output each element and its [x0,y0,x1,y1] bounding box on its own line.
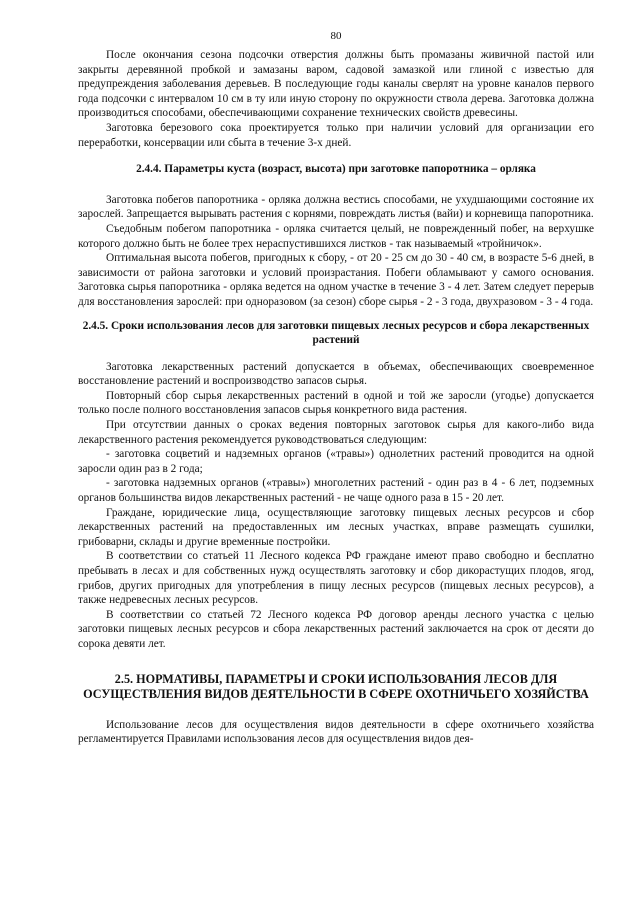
section-heading-2-4-5: 2.4.5. Сроки использования лесов для заготовки пищевых лесных ресурсов и сбора лекарственных растений [82,319,590,347]
paragraph: В соответствии со статьей 11 Лесного кодекса РФ граждане имеют право свободно и бесплатно пребывать в лесах и для собственных нужд осуществлять заготовку и сбор дикорастущих плодов, ягод, грибов, других пригодных для употребления в пищу лесных ресурсов (пищевых лесных ресурсов), а также недревесных лесных ресурсов. [78,550,594,607]
list-item: - заготовка соцветий и надземных органов («травы») однолетних растений проводится на одной заросли один раз в 2 года; [78,448,594,475]
paragraph: Заготовка березового сока проектируется только при наличии условий для организации его переработки, консервации или сбыта в течение 3-х дней. [78,121,594,149]
paragraph: После окончания сезона подсочки отверстия должны быть промазаны живичной пастой или закрыты деревянной пробкой и замазаны варом, садовой замазкой или глиной с известью для предупреждения заболевания деревьев. В последующие годы каналы сверлят на уровне каналов первого года подсочки с интервалом 10 см в ту или иную сторону по окружности ствола дерева. Заготовка должна производиться способами, обеспечивающими сохранение технических свойств древесины. [78,49,594,120]
document-page [78,30,594,747]
section-heading-2-5: 2.5. НОРМАТИВЫ, ПАРАМЕТРЫ И СРОКИ ИСПОЛЬЗОВАНИЯ ЛЕСОВ ДЛЯ ОСУЩЕСТВЛЕНИЯ ВИДОВ ДЕЯТЕЛЬНОСТИ В СФЕРЕ ОХОТНИЧЬЕГО ХОЗЯЙСТВА [83,671,589,701]
paragraph: Граждане, юридические лица, осуществляющие заготовку пищевых лесных ресурсов и сбор лекарственных растений на предоставленных им лесных участках, вправе размещать сушилки, грибоварни, склады и другие временные постройки. [78,506,594,548]
paragraph: При отсутствии данных о сроках ведения повторных заготовок сырья для какого-либо вида лекарственного растения рекомендуется руководствоваться следующим: [78,419,594,446]
paragraph: Повторный сбор сырья лекарственных растений в одной и той же заросли (угодье) допускается только после полного восстановления запасов сырья конкретного вида растения. [78,389,594,417]
list-item: - заготовка надземных органов («травы») многолетних растений - один раз в 4 - 6 лет, подземных органов большинства видов лекарственных растений - не чаще одного раза в 15 - 20 лет. [78,477,594,505]
paragraph: Оптимальная высота побегов, пригодных к сбору, - от 20 - 25 см до 30 - 40 см, в возрасте 5-6 дней, в зависимости от района заготовки и условий произрастания. Побеги обламывают у самого основания. Заготовка сырья папоротника - орляка ведется на одном участке в течение 3 - 4 лет. Затем следует перерыв для восстановления зарослей: при одноразовом (за сезон) сборе сырья - 2 - 3 года, двухразовом - 3 - 4 года. [78,252,594,308]
paragraph: Заготовка побегов папоротника - орляка должна вестись способами, не ухудшающими состояние их зарослей. Запрещается вырывать растения с корнями, повреждать листья (вайи) и корневища папоротника. [78,193,594,221]
paragraph: Заготовка лекарственных растений допускается в объемах, обеспечивающих своевременное восстановление растений и воспроизводство запасов сырья. [78,360,594,388]
paragraph: В соответствии со статьей 72 Лесного кодекса РФ договор аренды лесного участка с целью заготовки пищевых лесных ресурсов и сбора лекарственных растений заключается на срок от десяти до сорока девяти лет. [78,608,594,650]
paragraph: Съедобным побегом папоротника - орляка считается целый, не поврежденный побег, на верхушке которого должно быть не более трех нераспустившихся листков - так называемый «тройничок». [78,222,594,250]
page-number: 80 [330,30,342,42]
section-heading-2-4-4: 2.4.4. Параметры куста (возраст, высота) при заготовке папоротника – орляка [136,163,536,176]
paragraph: Использование лесов для осуществления видов деятельности в сфере охотничьего хозяйства регламентируется Правилами использования лесов для осуществления видов дея- [78,718,594,746]
